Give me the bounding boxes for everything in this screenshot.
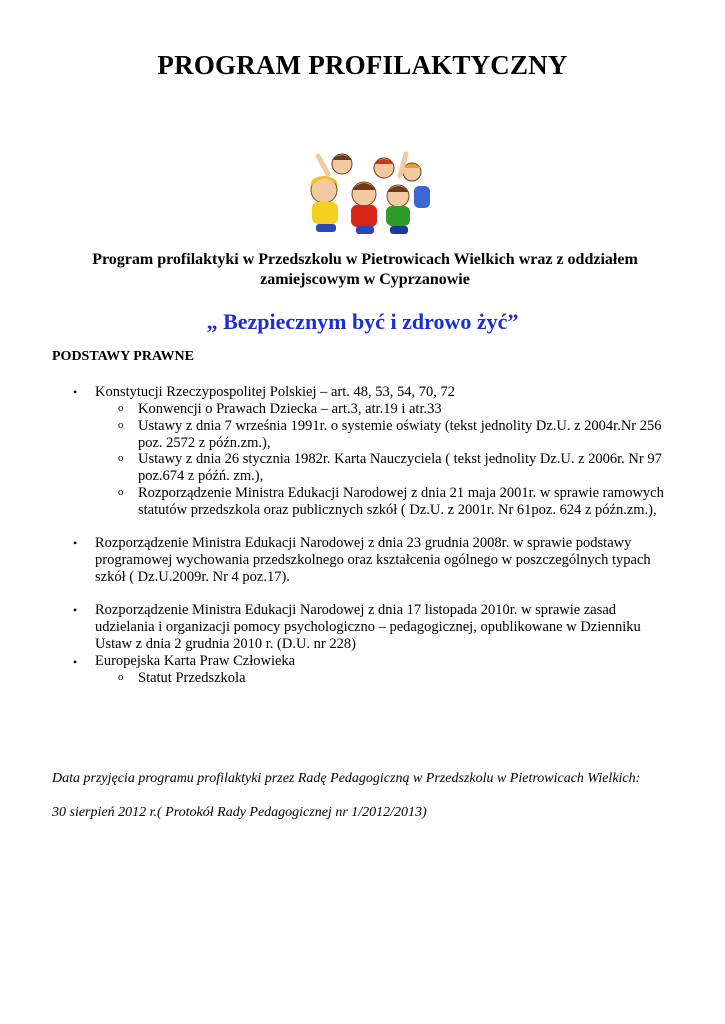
line: udzielania i organizacji pomocy psychologiczno – pedagogicznej, opublikowane w Dzienniku xyxy=(95,619,641,635)
circle-bullet-icon: o xyxy=(118,402,124,414)
sub-list-item xyxy=(138,418,678,452)
line: statutów przedszkola oraz publicznych szkół ( Dz.U. z 2001r. Nr 61poz. 624 z późn.zm.), xyxy=(138,502,657,518)
bullet-icon: • xyxy=(73,655,78,669)
line: Ustawy z dnia 26 stycznia 1982r. Karta Nauczyciela ( tekst jednolity Dz.U. z 2006r. Nr 97 xyxy=(138,451,662,467)
bullet-icon: • xyxy=(73,603,78,617)
subtitle-line: Program profilaktyki w Przedszkolu w Pietrowicach Wielkich wraz z oddziałem xyxy=(92,251,638,268)
circle-bullet-icon: o xyxy=(118,419,124,431)
subtitle-line: zamiejscowym w Cyprzanowie xyxy=(260,271,470,288)
sub-list-item: Statut Przedszkola xyxy=(138,670,246,686)
bullet-icon: • xyxy=(73,536,78,550)
list-item: Konstytucji Rzeczypospolitej Polskiej – art. 48, 53, 54, 70, 72 xyxy=(95,384,456,400)
sub-list-item xyxy=(138,451,678,485)
line: Rozporządzenie Ministra Edukacji Narodowej z dnia 23 grudnia 2008r. w sprawie podstawy xyxy=(95,535,632,551)
line: programowej wychowania przedszkolnego oraz kształcenia ogólnego w poszczególnych typach xyxy=(95,552,651,568)
sub-list-item xyxy=(138,485,678,519)
section-heading: PODSTAWY PRAWNE xyxy=(52,349,194,364)
adoption-date-label: Data przyjęcia programu profilaktyki przez Radę Pedagogiczną w Przedszkolu w Pietrowicach Wielkich: xyxy=(52,771,641,786)
line: szkół ( Dz.U.2009r. Nr 4 poz.17). xyxy=(95,569,290,585)
sub-list-item: Konwencji o Prawach Dziecka – art.3, atr.19 i atr.33 xyxy=(138,401,442,417)
bullet-icon: • xyxy=(73,385,78,399)
line: Rozporządzenie Ministra Edukacji Narodowej z dnia 17 listopada 2010r. w sprawie zasad xyxy=(95,602,617,618)
line: Ustawy z dnia 7 września 1991r. o systemie oświaty (tekst jednolity Dz.U. z 2004r.Nr 256 xyxy=(138,418,662,434)
line: Ustaw z dnia 2 grudnia 2010 r. (D.U. nr 228) xyxy=(95,636,356,652)
document-title: PROGRAM PROFILAKTYCZNY xyxy=(157,50,568,80)
circle-bullet-icon: o xyxy=(118,452,124,464)
list-item xyxy=(95,602,665,653)
list-item xyxy=(95,535,665,586)
children-group-illustration xyxy=(304,150,434,235)
line: poz.674 z późń. zm.), xyxy=(138,468,264,484)
document-subtitle xyxy=(60,250,670,290)
motto-heading: „ Bezpiecznym być i zdrowo żyć” xyxy=(206,309,519,334)
circle-bullet-icon: o xyxy=(118,486,124,498)
list-item: Europejska Karta Praw Człowieka xyxy=(95,653,296,669)
line: Rozporządzenie Ministra Edukacji Narodowej z dnia 21 maja 2001r. w sprawie ramowych xyxy=(138,485,664,501)
line: poz. 2572 z późn.zm.), xyxy=(138,435,271,451)
circle-bullet-icon: o xyxy=(118,671,124,683)
adoption-date-value: 30 sierpień 2012 r.( Protokół Rady Pedagogicznej nr 1/2012/2013) xyxy=(52,805,427,820)
